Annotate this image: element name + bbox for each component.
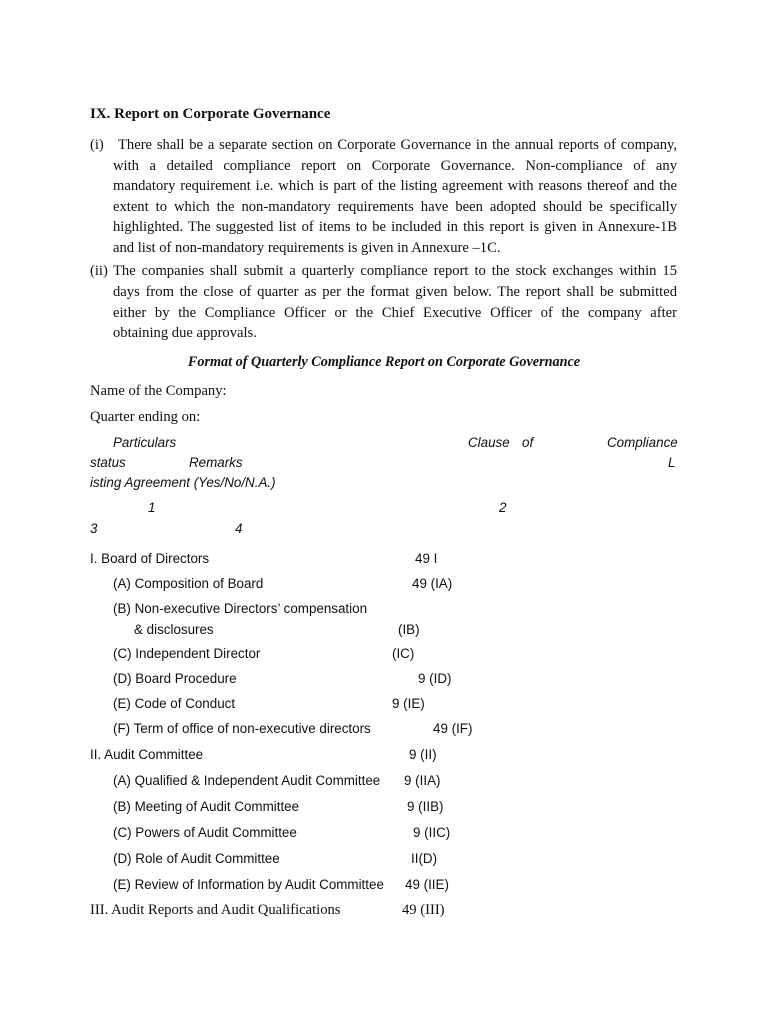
- paragraph-line: days from the close of quarter as per the format given below. The report shall be submitted: [113, 284, 677, 300]
- item-label: (C) Powers of Audit Committee: [113, 825, 297, 840]
- item-clause: 49 (III): [402, 902, 445, 918]
- item-clause: 9 (II): [409, 747, 437, 762]
- item-label: (B) Meeting of Audit Committee: [113, 799, 300, 814]
- item-clause: (IC): [392, 646, 415, 661]
- company-name-label: Name of the Company:: [90, 383, 227, 399]
- item-clause: 9 (IIA): [404, 773, 441, 788]
- header-listing-agreement: isting Agreement (Yes/No/N.A.): [90, 475, 276, 490]
- item-clause: 9 (ID): [418, 671, 452, 686]
- item-label: & disclosures: [134, 622, 214, 637]
- header-clause: Clause: [468, 435, 510, 450]
- column-number-2: 2: [499, 500, 507, 515]
- paragraph-marker: (ii): [90, 263, 108, 279]
- item-clause: II(D): [411, 851, 438, 866]
- item-label: III. Audit Reports and Audit Qualifications: [90, 902, 341, 918]
- item-label: (A) Qualified & Independent Audit Committee: [113, 773, 381, 788]
- header-particulars: Particulars: [113, 435, 177, 450]
- column-number-3: 3: [90, 521, 98, 536]
- item-label: (C) Independent Director: [113, 646, 261, 661]
- item-clause: 49 (IA): [412, 576, 453, 591]
- item-clause: 9 (IIC): [413, 825, 451, 840]
- header-remarks: Remarks: [189, 455, 243, 470]
- paragraph-line: with a detailed compliance report on Corporate Governance. Non-compliance of any: [113, 158, 677, 174]
- column-number-1: 1: [148, 500, 156, 515]
- format-title: Format of Quarterly Compliance Report on Corporate Governance: [187, 354, 581, 370]
- item-label: (A) Composition of Board: [113, 576, 264, 591]
- header-of: of: [522, 435, 534, 450]
- column-number-4: 4: [235, 521, 243, 536]
- item-clause: 9 (IIB): [407, 799, 444, 814]
- item-clause: (IB): [398, 622, 420, 637]
- item-label: (E) Code of Conduct: [113, 696, 236, 711]
- item-label: (F) Term of office of non-executive directors: [113, 721, 371, 736]
- item-label: (B) Non-executive Directors’ compensation: [113, 601, 368, 616]
- header-l-char: L: [668, 455, 676, 470]
- paragraph-line: The companies shall submit a quarterly compliance report to the stock exchanges within 15: [113, 263, 677, 279]
- item-label: II. Audit Committee: [90, 747, 204, 762]
- item-label: (D) Role of Audit Committee: [113, 851, 280, 866]
- header-status: status: [90, 455, 126, 470]
- item-label: (E) Review of Information by Audit Committee: [113, 877, 384, 892]
- paragraph-line: and list of non-mandatory requirements is given in Annexure –1C.: [113, 240, 501, 256]
- paragraph-line: obtaining due approvals.: [113, 325, 257, 341]
- header-compliance: Compliance: [607, 435, 678, 450]
- paragraph-line: There shall be a separate section on Corporate Governance in the annual reports of company,: [118, 137, 677, 153]
- paragraph-line: either by the Compliance Officer or the Chief Executive Officer of the company after: [113, 305, 677, 321]
- paragraph-line: mandatory requirement i.e. which is part of the listing agreement with reasons thereof and the: [113, 178, 677, 194]
- paragraph-line: extent to which the non-mandatory requirements have been adopted should be specifically: [113, 199, 677, 215]
- item-label: I. Board of Directors: [90, 551, 210, 566]
- quarter-ending-label: Quarter ending on:: [90, 409, 201, 425]
- item-clause: 49 (IF): [433, 721, 473, 736]
- item-clause: 49 I: [415, 551, 438, 566]
- paragraph-marker: (i): [90, 137, 104, 153]
- item-label: (D) Board Procedure: [113, 671, 237, 686]
- section-title: IX. Report on Corporate Governance: [90, 106, 331, 122]
- item-clause: 9 (IE): [392, 696, 425, 711]
- paragraph-line: highlighted. The suggested list of items to be included in this report is given in Annexure-1B: [113, 219, 677, 235]
- item-clause: 49 (IIE): [405, 877, 449, 892]
